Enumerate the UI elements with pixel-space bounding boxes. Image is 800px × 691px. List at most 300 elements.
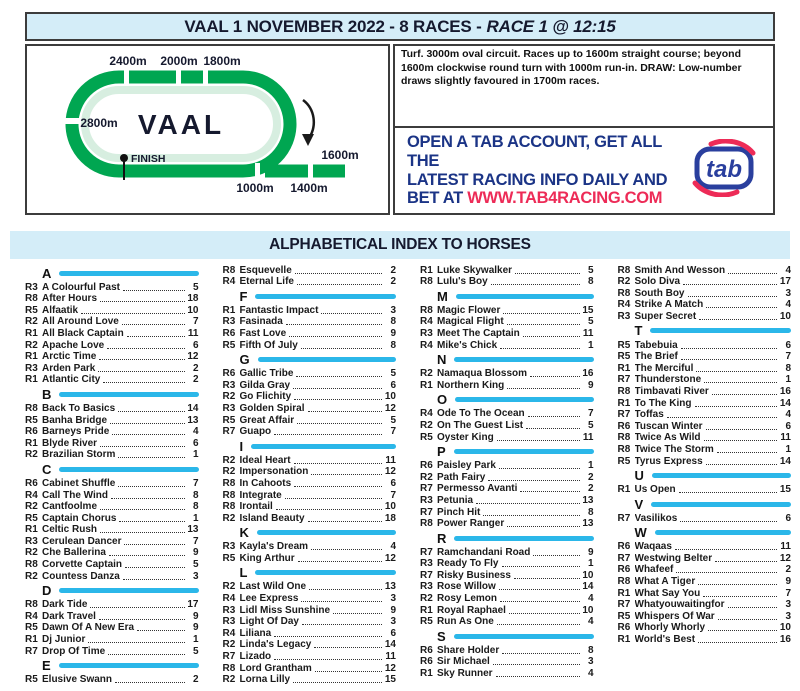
marker-1000m: 1000m [236, 181, 274, 195]
index-entry [618, 299, 792, 311]
race-number: R8 [222, 501, 236, 513]
section-letter: V [634, 496, 644, 512]
index-section-header [223, 526, 397, 540]
index-entry [223, 379, 397, 391]
page-number: 3 [390, 304, 396, 316]
horse-name: Waqaas [634, 541, 672, 553]
page-number: 2 [785, 564, 791, 576]
tab-logo-icon [689, 139, 759, 197]
index-entry [618, 432, 792, 444]
page-number: 10 [384, 391, 396, 403]
index-entry [618, 575, 792, 587]
race-number: R6 [25, 477, 38, 489]
horse-name: Banha Bridge [42, 414, 108, 426]
dot-leader [698, 584, 777, 585]
index-entry [420, 558, 594, 570]
page-number: 5 [192, 281, 199, 293]
page-number: 15 [779, 484, 791, 496]
horse-name: Ode To The Ocean [437, 408, 525, 420]
index-entry [420, 604, 594, 616]
dot-leader [137, 630, 184, 631]
horse-name: Esquevelle [239, 264, 292, 276]
section-letter: N [437, 352, 447, 368]
horse-name: Apache Love [42, 339, 105, 351]
race-number: R4 [25, 489, 38, 501]
index-entry [618, 622, 792, 634]
dot-leader [308, 411, 382, 412]
dot-leader [294, 486, 382, 487]
horse-name: After Hours [42, 293, 98, 305]
dot-leader [667, 417, 777, 418]
horse-name: Gallic Tribe [239, 368, 294, 380]
race-number: R8 [617, 432, 631, 444]
horse-name: Oyster King [437, 431, 494, 443]
page-number: 6 [390, 379, 396, 391]
section-divider-bar [59, 467, 198, 472]
page-number: 9 [192, 547, 199, 559]
index-title-bar [10, 231, 790, 259]
dot-leader [289, 336, 382, 337]
page-number: 1 [192, 634, 199, 646]
page-number: 6 [785, 339, 791, 351]
horse-name: Ready To Fly [437, 558, 499, 570]
dot-leader [515, 273, 579, 274]
race-number: R4 [617, 299, 631, 311]
page-number: 7 [587, 408, 594, 420]
index-entry [223, 454, 397, 466]
dot-leader [294, 463, 382, 464]
dot-leader [297, 284, 382, 285]
horse-name: Lidl Miss Sunshine [239, 604, 331, 616]
race-number: R3 [222, 316, 236, 328]
race-number: R7 [420, 546, 433, 558]
horse-name: Ramchandani Road [437, 546, 531, 558]
page-number: 12 [187, 351, 199, 363]
horse-name: Twice As Wild [634, 432, 701, 444]
race-number: R4 [222, 627, 236, 639]
page-number: 9 [587, 379, 594, 391]
race-number: R6 [617, 564, 631, 576]
dot-leader [294, 399, 382, 400]
index-section-header [618, 324, 792, 338]
horse-name: To The King [634, 397, 692, 409]
horse-name: Magic Flower [437, 304, 501, 316]
dot-leader [718, 619, 777, 620]
track-chute [265, 165, 345, 178]
race-number: R1 [420, 668, 433, 680]
index-entry [223, 426, 397, 438]
page-number: 6 [785, 420, 791, 432]
page-number: 6 [390, 627, 396, 639]
race-number: R2 [25, 316, 38, 328]
index-entry [420, 546, 594, 558]
race-number: R6 [617, 420, 631, 432]
index-entry [618, 339, 792, 351]
horse-name: Mike's Chick [437, 339, 498, 351]
index-entry [25, 633, 199, 645]
index-entry [25, 622, 199, 634]
horse-name: Whatyouwaitingfor [634, 599, 725, 611]
horse-name: Whafeef [634, 564, 674, 576]
section-letter: L [239, 565, 248, 581]
section-letter: O [437, 392, 448, 408]
race-number: R3 [420, 558, 433, 570]
page-number: 1 [587, 558, 594, 570]
dot-leader [728, 607, 778, 608]
index-entry [25, 477, 199, 489]
index-entry [25, 316, 199, 328]
page-number: 8 [587, 276, 594, 288]
section-divider-bar [454, 536, 593, 541]
horse-name: Path Fairy [437, 471, 486, 483]
dot-leader [681, 359, 777, 360]
section-letter: W [634, 525, 647, 541]
index-entry [25, 547, 199, 559]
section-divider-bar [59, 588, 198, 593]
page-number: 12 [779, 552, 791, 564]
section-letter: P [437, 444, 446, 460]
index-entry [618, 351, 792, 363]
horse-name: Rosy Lemon [437, 593, 498, 605]
dot-leader [496, 676, 580, 677]
race-number: R1 [420, 264, 433, 276]
page-number: 13 [187, 524, 199, 536]
index-entry [25, 351, 199, 363]
marker-2800m: 2800m [80, 116, 118, 130]
horse-name: Whispers Of War [634, 610, 715, 622]
dot-leader [125, 567, 184, 568]
horse-name: King Arthur [239, 552, 295, 564]
page-number: 14 [779, 455, 791, 467]
page-number: 1 [192, 449, 199, 461]
page-number: 13 [384, 581, 396, 593]
index-section-header [223, 353, 397, 367]
index-entry [420, 644, 594, 656]
horse-name: On The Guest List [437, 419, 524, 431]
race-number: R7 [420, 506, 433, 518]
marker-2400m: 2400m [109, 54, 147, 68]
index-entry [25, 610, 199, 622]
section-letter: F [239, 288, 248, 304]
index-entry [420, 379, 594, 391]
race-number: R2 [25, 501, 38, 513]
marker-1600m: 1600m [321, 148, 359, 162]
index-entry [420, 616, 594, 628]
index-entry [223, 276, 397, 288]
index-entry [223, 489, 397, 501]
index-entry [420, 494, 594, 506]
horse-name: Blyde River [42, 437, 98, 449]
page-number: 3 [587, 656, 594, 668]
index-entry [420, 408, 594, 420]
page-number: 5 [390, 414, 396, 426]
horse-name: Call The Wind [42, 489, 109, 501]
horse-name: Fast Love [239, 327, 287, 339]
page-number: 2 [192, 674, 199, 686]
meeting-title: VAAL 1 NOVEMBER 2022 - 8 RACES - [184, 16, 482, 36]
dot-leader [695, 406, 777, 407]
dot-leader [124, 544, 184, 545]
dot-leader [533, 555, 579, 556]
index-entry [618, 362, 792, 374]
index-entry [223, 541, 397, 553]
dot-leader [301, 601, 382, 602]
index-entry [420, 368, 594, 380]
horse-name: Northern King [437, 379, 505, 391]
dot-leader [123, 290, 185, 291]
horse-name: Drop Of Time [42, 645, 106, 657]
section-divider-bar [652, 473, 791, 478]
race-number: R2 [222, 512, 236, 524]
index-entry [223, 466, 397, 478]
page-number: 12 [384, 466, 396, 478]
finish-label: FINISH [131, 153, 166, 165]
dot-leader [699, 319, 777, 320]
horse-name: All Black Captain [42, 327, 124, 339]
dot-leader [274, 434, 382, 435]
tab-logo-text: tab [706, 156, 742, 183]
page-number: 18 [187, 293, 199, 305]
dot-leader [308, 521, 382, 522]
dot-leader [706, 307, 777, 308]
race-number: R6 [420, 644, 433, 656]
race-number: R8 [222, 477, 236, 489]
index-entry [223, 264, 397, 276]
index-entry [420, 483, 594, 495]
page-number: 13 [187, 414, 199, 426]
course-info: Turf. 3000m oval circuit. Races up to 1600m straight course; beyond 1600m clockwise round turn with 1000m run-in. DRAW: Low-number draws slightly favoured in 1700m races. [395, 46, 773, 128]
race-number: R7 [617, 512, 631, 524]
page-number: 15 [384, 674, 396, 686]
horse-name: Back To Basics [42, 402, 116, 414]
dot-leader [676, 572, 777, 573]
index-entry [618, 610, 792, 622]
dot-leader [493, 664, 580, 665]
dot-leader [333, 613, 382, 614]
index-entry [25, 402, 199, 414]
index-entry [223, 627, 397, 639]
dot-leader [296, 376, 382, 377]
page-number: 4 [785, 299, 791, 311]
dot-leader [297, 423, 382, 424]
dot-leader [712, 394, 777, 395]
index-entry [420, 460, 594, 472]
index-entry [223, 512, 397, 524]
section-letter: B [42, 386, 52, 402]
race-number: R5 [25, 414, 38, 426]
race-number: R1 [25, 524, 38, 536]
dot-leader [476, 503, 579, 504]
dot-leader [491, 284, 580, 285]
page-number: 3 [785, 610, 791, 622]
race-number: R4 [420, 339, 433, 351]
dot-leader [107, 348, 184, 349]
horse-name: Rose Willow [437, 581, 496, 593]
tab4racing-link[interactable]: WWW.TAB4RACING.COM [467, 189, 663, 208]
horse-name: In Cahoots [239, 477, 292, 489]
horse-name: Kayla's Dream [239, 541, 309, 553]
index-entry [223, 327, 397, 339]
index-entry [25, 362, 199, 374]
index-entry [25, 512, 199, 524]
horse-name: Guapo [239, 426, 272, 438]
dot-leader [99, 619, 185, 620]
track-name: VAAL [137, 109, 225, 140]
horse-name: A Colourful Past [42, 281, 120, 293]
page-number: 9 [785, 576, 791, 588]
dot-leader [302, 624, 382, 625]
race-number: R5 [222, 552, 236, 564]
index-entry [223, 477, 397, 489]
index-section-header [223, 439, 397, 453]
horse-name: Permesso Avanti [437, 483, 518, 495]
index-entry [420, 339, 594, 351]
race-number: R8 [25, 293, 38, 305]
race-number: R2 [420, 419, 433, 431]
horse-name: Integrate [239, 489, 282, 501]
page-number: 1 [587, 339, 594, 351]
dot-leader [309, 589, 382, 590]
index-entry [618, 397, 792, 409]
horse-name: Vasilikos [634, 512, 678, 524]
horse-name: Cabinet Shuffle [42, 477, 116, 489]
index-entry [25, 414, 199, 426]
index-column [420, 264, 594, 685]
race-number: R8 [617, 576, 631, 588]
race-number: R6 [222, 327, 236, 339]
index-entry [223, 592, 397, 604]
race-number: R6 [420, 656, 433, 668]
dot-leader [488, 480, 579, 481]
page-number: 7 [785, 351, 791, 363]
page-number: 8 [587, 506, 594, 518]
dot-leader [523, 336, 580, 337]
dot-leader [118, 411, 184, 412]
race-number: R3 [420, 327, 433, 339]
dot-leader [100, 509, 185, 510]
horse-name: Linda's Legacy [239, 639, 312, 651]
race-number: R2 [222, 674, 236, 686]
horse-name: Captain Chorus [42, 512, 117, 524]
page-number: 8 [192, 501, 199, 513]
index-entry [25, 281, 199, 293]
page-number: 3 [192, 570, 199, 582]
horse-name: World's Best [634, 634, 696, 646]
horse-name: Gilda Gray [239, 379, 291, 391]
race-number: R8 [617, 385, 631, 397]
page-number: 2 [587, 471, 594, 483]
horse-name: Petunia [437, 494, 474, 506]
index-entry [618, 633, 792, 645]
race-number: R2 [25, 449, 38, 461]
dot-leader [679, 492, 777, 493]
page-number: 4 [785, 409, 791, 421]
horse-name: Lee Express [239, 593, 299, 605]
race-number: R1 [617, 484, 631, 496]
race-number: R8 [617, 264, 631, 276]
dot-leader [514, 578, 580, 579]
page-number: 9 [390, 327, 396, 339]
race-number: R5 [222, 414, 236, 426]
page-number: 4 [390, 541, 396, 553]
marker-1400m: 1400m [290, 181, 328, 195]
race-number: R8 [25, 402, 38, 414]
race-number: R7 [617, 409, 631, 421]
index-entry [223, 368, 397, 380]
race-number: R5 [617, 610, 631, 622]
dot-leader [285, 498, 382, 499]
horse-name: The Merciful [634, 362, 694, 374]
horse-name: Dawn Of A New Era [42, 622, 135, 634]
marker-2000m: 2000m [160, 54, 198, 68]
index-entry [618, 264, 792, 276]
horse-name: Impersonation [239, 466, 309, 478]
section-divider-bar [651, 502, 791, 507]
horse-name: Share Holder [437, 644, 500, 656]
page-number: 17 [187, 599, 199, 611]
race-number: R4 [25, 610, 38, 622]
race-number: R4 [222, 593, 236, 605]
page-number: 1 [587, 460, 594, 472]
horse-name: Power Ranger [437, 518, 505, 530]
dot-leader [321, 313, 382, 314]
race-number: R2 [222, 639, 236, 651]
index-entry [223, 402, 397, 414]
page-number: 2 [390, 276, 396, 288]
section-letter: D [42, 583, 52, 599]
dot-leader [98, 371, 184, 372]
page-number: 14 [187, 402, 199, 414]
dot-leader [704, 440, 777, 441]
horse-name: Lulu's Boy [437, 276, 488, 288]
race-number: R7 [420, 483, 433, 495]
index-column [223, 264, 397, 685]
horse-name: Super Secret [634, 310, 697, 322]
index-entry [618, 552, 792, 564]
index-entry [25, 374, 199, 386]
section-divider-bar [455, 397, 593, 402]
section-letter: E [42, 658, 51, 674]
race-number: R1 [25, 351, 38, 363]
page-number: 2 [390, 264, 396, 276]
page-number: 16 [779, 634, 791, 646]
page-number: 5 [390, 368, 396, 380]
horse-name: Smith And Wesson [634, 264, 726, 276]
index-entry [25, 558, 199, 570]
horse-name: Fifth Of July [239, 339, 298, 351]
index-section-header [618, 469, 792, 483]
index-entry [25, 501, 199, 513]
race-number: R7 [617, 374, 631, 386]
index-entry [618, 310, 792, 322]
horse-name: Dark Travel [42, 610, 96, 622]
index-entry [25, 489, 199, 501]
section-divider-bar [59, 663, 199, 668]
race-number: R5 [617, 455, 631, 467]
horse-name: Sky Runner [437, 668, 493, 680]
horse-name: What A Tiger [634, 576, 696, 588]
page-number: 7 [192, 316, 199, 328]
horse-name: Namaqua Blossom [437, 368, 528, 380]
page-number: 3 [390, 593, 396, 605]
section-letter: M [437, 288, 448, 304]
page-number: 1 [785, 374, 791, 386]
dot-leader [110, 423, 184, 424]
section-divider-bar [257, 530, 396, 535]
race-number: R3 [420, 581, 433, 593]
page-number: 18 [384, 512, 396, 524]
index-section-header [420, 289, 594, 303]
